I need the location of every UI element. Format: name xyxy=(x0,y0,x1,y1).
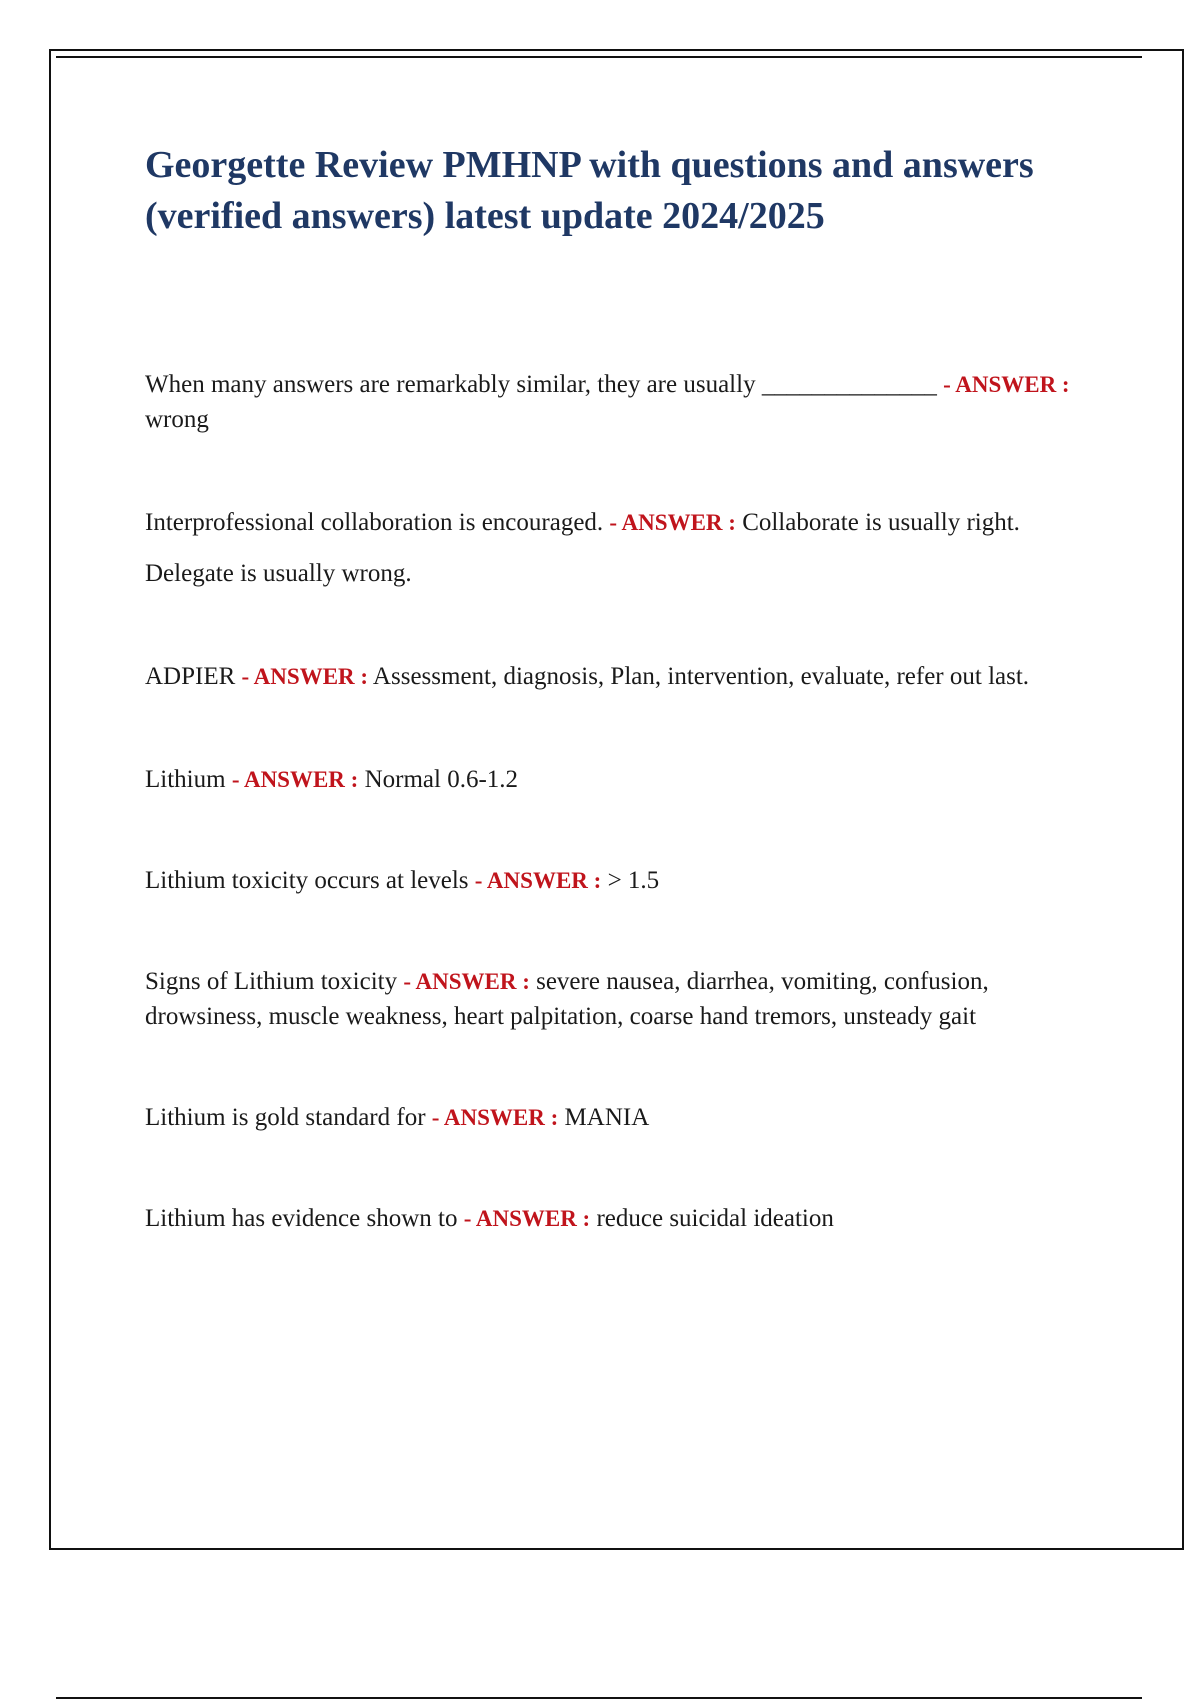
answer-marker: - ANSWER : xyxy=(463,1206,591,1231)
answer-marker: - ANSWER : xyxy=(474,868,602,893)
answer-text: reduce suicidal ideation xyxy=(590,1205,834,1232)
question-text: Signs of Lithium toxicity xyxy=(145,968,404,995)
answer-marker: - ANSWER : xyxy=(241,664,369,689)
answer-text: > 1.5 xyxy=(601,867,660,894)
answer-marker: - ANSWER : xyxy=(231,767,359,792)
answer-text: wrong xyxy=(145,406,209,433)
qa-list xyxy=(145,367,1085,1236)
qa-item-7 xyxy=(145,1100,1085,1135)
question-text: Interprofessional collaboration is encouraged. xyxy=(145,509,610,536)
question-text: When many answers are remarkably similar, they are usually ______________ xyxy=(145,371,944,398)
qa-item-8 xyxy=(145,1201,1085,1236)
document-content xyxy=(145,140,1085,1236)
question-text: Lithium toxicity occurs at levels xyxy=(145,867,475,894)
qa-item-3 xyxy=(145,659,1085,694)
qa-paragraph xyxy=(145,1100,1085,1135)
question-text: Lithium has evidence shown to xyxy=(145,1205,464,1232)
answer-marker: - ANSWER : xyxy=(431,1105,559,1130)
qa-item-6 xyxy=(145,964,1085,1034)
question-text: Lithium xyxy=(145,766,232,793)
qa-paragraph xyxy=(145,863,1085,898)
qa-paragraph xyxy=(145,367,1085,437)
top-rule xyxy=(56,56,1142,58)
answer-text: Collaborate is usually right. xyxy=(735,509,1020,536)
qa-item-2 xyxy=(145,505,1085,591)
answer-text: severe nausea, diarrhea, vomiting, confusion, drowsiness, muscle weakness, heart palpitation, coarse hand tremors, unsteady gait xyxy=(145,968,989,1030)
qa-item-4 xyxy=(145,762,1085,797)
qa-paragraph xyxy=(145,1201,1085,1236)
answer-continuation: Delegate is usually wrong. xyxy=(145,560,412,587)
qa-paragraph xyxy=(145,659,1085,694)
answer-text: MANIA xyxy=(558,1104,650,1131)
answer-marker: - ANSWER : xyxy=(943,372,1070,397)
answer-text: Normal 0.6-1.2 xyxy=(358,766,519,793)
question-text: ADPIER xyxy=(145,663,242,690)
answer-marker: - ANSWER : xyxy=(609,510,736,535)
question-text: Lithium is gold standard for xyxy=(145,1104,432,1131)
bottom-rule xyxy=(56,1697,1142,1699)
qa-item-1 xyxy=(145,367,1085,437)
answer-marker: - ANSWER : xyxy=(403,969,530,994)
document-title: Georgette Review PMHNP with questions and answers (verified answers) latest update 2024/2025 xyxy=(145,144,1034,237)
answer-text: Assessment, diagnosis, Plan, intervention, evaluate, refer out last. xyxy=(368,663,1030,690)
qa-paragraph xyxy=(145,964,1085,1034)
qa-item-5 xyxy=(145,863,1085,898)
qa-paragraph xyxy=(145,762,1085,797)
qa-paragraph xyxy=(145,505,1085,540)
